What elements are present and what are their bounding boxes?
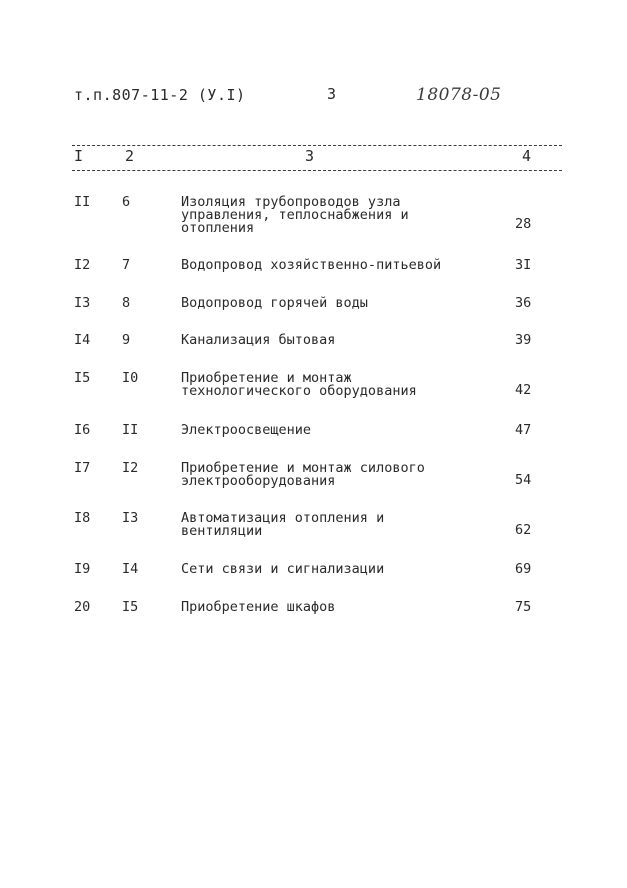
section-number: II: [122, 422, 139, 438]
section-title-line: Канализация бытовая: [181, 332, 336, 348]
section-title: [181, 601, 335, 614]
page-reference: 69: [515, 561, 532, 577]
section-number: 6: [122, 194, 131, 210]
handwritten-document-number: 18078-05: [416, 85, 502, 105]
page-number: 3: [327, 85, 337, 103]
section-title-line: технологического оборудования: [181, 383, 417, 399]
row-number: 20: [74, 599, 91, 615]
row-number: I3: [74, 295, 91, 311]
table-header-rule: [72, 170, 562, 171]
section-title-line: Водопровод горячей воды: [181, 295, 368, 311]
page-reference: 36: [515, 295, 532, 311]
page-reference: 75: [515, 599, 532, 615]
page-reference: 42: [515, 382, 532, 398]
page-reference: 62: [515, 522, 532, 538]
page-reference: 39: [515, 332, 532, 348]
section-title: [181, 462, 425, 488]
section-number: 7: [122, 257, 131, 273]
section-title-line: Приобретение и монтаж: [181, 370, 352, 386]
section-title: [181, 424, 311, 437]
row-number: I6: [74, 422, 91, 438]
section-title: [181, 297, 368, 310]
row-number: I8: [74, 510, 91, 526]
section-title-line: вентиляции: [181, 523, 263, 539]
section-title: [181, 196, 409, 235]
section-title-line: отопления: [181, 220, 255, 236]
section-title-line: Автоматизация отопления и: [181, 510, 385, 526]
section-title: [181, 334, 335, 347]
section-title-line: Водопровод хозяйственно-питьевой: [181, 257, 442, 273]
section-number: 9: [122, 332, 131, 348]
section-title-line: Электроосвещение: [181, 422, 312, 438]
section-title: [181, 372, 417, 398]
row-number: I4: [74, 332, 91, 348]
section-title-line: Изоляция трубопроводов узла: [181, 194, 401, 210]
section-number: I5: [122, 599, 139, 615]
page-reference: 3I: [515, 257, 532, 273]
page-reference: 54: [515, 472, 532, 488]
column-header-2: 2: [125, 147, 135, 165]
page-reference: 28: [515, 216, 532, 232]
section-title-line: Приобретение и монтаж силового: [181, 460, 425, 476]
document-code: т.п.807-11-2 (У.I): [74, 86, 246, 104]
section-number: I0: [122, 370, 139, 386]
section-number: I3: [122, 510, 139, 526]
column-header-1: I: [74, 147, 84, 165]
section-title: [181, 512, 384, 538]
column-header-3: 3: [305, 147, 315, 165]
section-number: I4: [122, 561, 139, 577]
row-number: II: [74, 194, 91, 210]
section-number: 8: [122, 295, 131, 311]
section-title: [181, 259, 441, 272]
row-number: I5: [74, 370, 91, 386]
column-header-4: 4: [522, 147, 532, 165]
row-number: I2: [74, 257, 91, 273]
section-title-line: Сети связи и сигнализации: [181, 561, 385, 577]
section-title-line: управления, теплоснабжения и: [181, 207, 409, 223]
section-title: [181, 563, 384, 576]
section-title-line: Приобретение шкафов: [181, 599, 336, 615]
page-reference: 47: [515, 422, 532, 438]
row-number: I7: [74, 460, 91, 476]
table-top-rule: [72, 145, 562, 146]
row-number: I9: [74, 561, 91, 577]
section-title-line: электрооборудования: [181, 473, 336, 489]
section-number: I2: [122, 460, 139, 476]
